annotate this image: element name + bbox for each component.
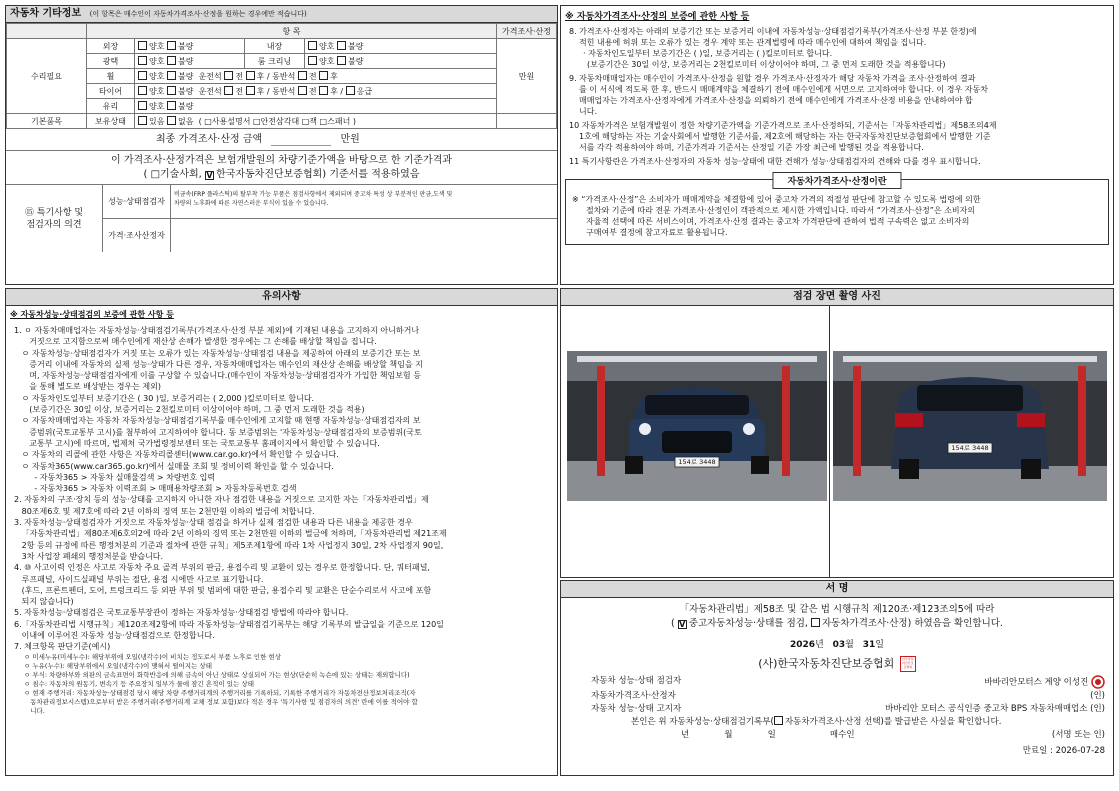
vehicle-other-info-section (5, 5, 558, 285)
gloss-good-checkbox[interactable] (138, 56, 147, 65)
note-line: (보증기간은 30일 이상, 보증거리는 2천킬로미터 이상이어야 하며, 그 중 먼저 도래한 것을 적용) (14, 405, 365, 415)
notes-section (5, 288, 558, 776)
front-text: 전 (235, 71, 244, 81)
note-line: 4. ⑩ 사고이력 인정은 사고로 자동차 주요 골격 부위의 판금, 용접수리 및 교환이 있는 경우로 한정합니다. 단, 쿼터패널, (14, 563, 430, 573)
signature-statement-2b: 자동차가격조사·산정) 하였음을 확인합니다. (821, 618, 1003, 629)
signature-section: 서 명 「자동차관리법」제58조 및 같은 법 시행규칙 제120조·제123조의5에 따라 ( V 중고자동차성능·상태를 점검, 자동차가격조사·산정) 하였음을 확인합니다. 2026년 03월 31일 (사)한국자동차진단보증협회 한국자동차진단보증협회 자동차 성능·상태 점검자 바바리안모터스 계양 이성진 자동차가격조사·산정자 (인) 자동차 성능·상태 고지자 바바리안 모터스 공식인증 중고차 BPS 자동차매매업소 (인) 본인은 위 자동차성능·상태점검기록부( 자동차가격조사·산정 선택)를 발급받은 사실을 확인합니다. 년 월 일 매수인 (서명 또는 인) 만료일 : 2026-07-28 (560, 580, 1114, 776)
price-investigator-label: 가격·조사산정자 (103, 219, 171, 252)
section-note: (이 항목은 매수인이 자동차가격조사·산정을 원하는 경우에만 적습니다) (89, 10, 307, 18)
note-line: 80조제6호 및 제7호에 따라 2년 이하의 징역 또는 2천만원 이하의 벌금에 처합니다. (14, 506, 315, 516)
price-check-checkbox[interactable] (811, 618, 820, 627)
bad-text: 불량 (348, 56, 364, 66)
good-text: 양호 (149, 56, 165, 66)
price-investigator-opinion[interactable] (171, 219, 557, 252)
note-line: ㅇ 자동차의 리콜에 관한 사항은 자동차리콜센터(www.car.go.kr)에서 확인할 수 있습니다. (14, 450, 339, 460)
emergency-text: 응급 (356, 86, 373, 96)
note-line: ㅇ 자동차인도일부터 보증기간은 ( 30 )일, 보증거리는 ( 2,000 )킬로미터로 합니다. (14, 393, 315, 403)
note-line: 거짓으로 고지함으로써 매수인에게 재산상 손해가 발생한 경우에는 그 손해를 배상할 책임을 집니다. (14, 337, 377, 347)
tire-label: 타이어 (87, 84, 135, 99)
price-investigator-sign-label: 자동차가격조사·산정자 (591, 690, 676, 701)
note-line: 2. 자동차의 구조·장치 등의 성능·상태를 고지하지 아니한 자나 점검한 내용을 거짓으로 고지한 자는「자동차관리법」제 (14, 495, 429, 505)
tire-passenger-front-checkbox[interactable] (298, 86, 307, 95)
good-text: 양호 (319, 41, 335, 51)
note-line: 3. 자동차성능·상태점검자가 거짓으로 자동차성능·상태 점검을 하거나 실제 점검한 내용과 다른 내용을 제공한 경우 (14, 518, 413, 528)
front-text: 전 (235, 86, 244, 96)
buyer-price-checkbox[interactable] (774, 716, 783, 725)
expiry-date: 만료일 : 2026-07-28 (1022, 745, 1105, 756)
association-seal: 한국자동차진단보증협회 (900, 656, 916, 672)
wheel-driver-front-checkbox[interactable] (224, 71, 233, 80)
gloss-bad-checkbox[interactable] (167, 56, 176, 65)
kadia-checkbox[interactable]: V (206, 171, 213, 180)
note-line: 7. 체크항목 판단기준(예시) (14, 642, 111, 652)
year-unit: 년 (815, 640, 824, 650)
price-definition-title: 자동차가격조사·산정이란 (772, 172, 901, 189)
possession-has-checkbox[interactable] (138, 116, 147, 125)
has-text: 있음 (149, 116, 165, 126)
possession-label: 보유상태 (87, 114, 135, 129)
criteria-line: 니다. (24, 706, 45, 715)
bad-text: 불량 (178, 86, 194, 96)
good-text: 양호 (149, 41, 165, 51)
price-guarantee-paragraphs (565, 26, 1109, 167)
p8-line: 적힌 내용에 허위 또는 오류가 있는 경우 계약 또는 관계법령에 따라 매수인에 대하여 책임을 집니다. (579, 38, 927, 47)
performance-check-checkbox[interactable]: V (679, 620, 686, 629)
note-line: 3차 사업장 폐쇄의 행정처분을 받습니다. (14, 551, 164, 561)
inspector-text-1: 비금속(FRP 플라스틱)의 탈부착 가능 부품은 점검사항에서 제외되며 중고차 특성 상 부분적인 판금,도색 및 (174, 191, 453, 198)
tire-emergency-checkbox[interactable] (346, 86, 355, 95)
exterior-bad-checkbox[interactable] (167, 41, 176, 50)
price-investigator-seal: (인) (1090, 690, 1105, 701)
wheel-bad-checkbox[interactable] (167, 71, 176, 80)
p10-line: 서를 각각 적용하여야 하며, 기준가격과 기준서는 산정일 기준 가장 최근에 발행된 것을 적용합니다. (579, 143, 924, 152)
rear-text: 후 (256, 71, 265, 81)
notifier-seal: (인) (1090, 703, 1105, 714)
wheel-label: 휠 (87, 69, 135, 84)
note-line: ㅇ 자동차365(www.car365.go.kr)에서 실매물 조회 및 정비이력 확인을 할 수 있습니다. (14, 461, 334, 471)
basis-line-2a: ( □기술사회, (143, 169, 202, 180)
note-line: 1. ㅇ 자동차매매업자는 자동차성능·상태점검기록부(가격조사·산정 부분 제외)에 기재된 내용을 고지하지 아니하거나 (14, 326, 420, 335)
buyer-sign-line: 년 월 일 매수인 (681, 729, 855, 740)
buyer-confirm-1: 본인은 위 자동차성능·상태점검기록부( (631, 716, 774, 727)
note-line: ㅇ 자동차성능·상태점검자가 거짓 또는 오류가 있는 자동차성능·상태점검 내용을 제공하여 아래의 보증기간 또는 보 (14, 348, 421, 358)
note-line: (후드, 프론트펜더, 도어, 트렁크리드 등 외판 부위 및 범퍼에 대한 판금, 용접수리 및 교환은 단순수리로서 사고에 포함 (14, 585, 432, 595)
signature-statement-1: 「자동차관리법」제58조 및 같은 법 시행규칙 제120조·제123조의5에 따라 (679, 604, 995, 615)
gloss-label: 광택 (87, 54, 135, 69)
signers-list (561, 675, 1113, 758)
day-unit: 일 (875, 640, 884, 650)
section-title: 자동차 기타정보 (10, 8, 82, 19)
note-line: 며, 자동차성능·상태점검자에게 이를 구상할 수 있습니다.(매수인이 자동차성능·상태점검자가 가입한 책임보험 등 (14, 371, 421, 381)
price-definition-box (565, 179, 1109, 245)
p10-line: 1호에 해당하는 자는 기술사회에서 발행한 기준서를, 제2호에 해당하는 자는 한국자동차진단보증협회에서 발행한 기준 (579, 132, 991, 141)
notes-header: 유의사항 (6, 289, 557, 306)
note-line: 6.「자동차관리법 시행규칙」제120조제2항에 따라 자동차성능·상태점검기록부는 해당 기록부의 발급일을 기준으로 120일 (14, 619, 444, 629)
wheel-passenger-front-checkbox[interactable] (298, 71, 307, 80)
interior-good-checkbox[interactable] (308, 41, 317, 50)
rear-car-photo (833, 351, 1107, 501)
p9-line: 9. 자동차매매업자는 매수인이 가격조사·산정을 원할 경우 가격조사·산정자가 해당 자동차 가격을 조사·산정하여 결과 (569, 74, 976, 83)
good-text: 양호 (149, 71, 165, 81)
notes-criteria (10, 653, 553, 716)
note-line: - 자동차365 > 자동차 실매물검색 > 차량번호 입력 (14, 472, 216, 482)
col-price-header: 가격조사·산정 (497, 24, 557, 39)
section-header (6, 6, 557, 23)
good-text: 양호 (149, 101, 165, 111)
bad-text: 불량 (178, 56, 194, 66)
red-stamp-icon (1091, 675, 1105, 689)
front-text: 전 (308, 86, 317, 96)
repair-table: 항 목 가격조사·산정 수리필요 외장 양호 불량 내장 양호 불량 만원 광택 양호 불량 룸 크리닝 양호 불량 휠 양호 불량 운전석 전 후 / 동반석 전 후 타이어 양호 불량 운전석 전 후 / 동반석 전 후 / 응급 유리 양호 불량 기본품목 보유상태 있음 없음 ( □사용설명서 □안전삼각대 □잭 □스패너 ) (6, 23, 557, 129)
notes-body (10, 325, 553, 653)
basic-items-label: 기본품목 (7, 114, 87, 129)
note-line: 5. 자동차성능·상태점검은 국토교통부장관이 정하는 자동차성능·상태점검 방법에 따라야 합니다. (14, 608, 349, 618)
interior-bad-checkbox[interactable] (337, 41, 346, 50)
month-unit: 월 (845, 640, 854, 650)
criteria-line: ㅇ 미세누유(미세누수): 해당부위에 오일(냉각수)이 비치는 정도로서 부품 노후로 인한 현상 (24, 652, 281, 661)
signature-header: 서 명 (561, 581, 1113, 598)
inspector-opinion-text (171, 185, 557, 218)
tire-bad-checkbox[interactable] (167, 86, 176, 95)
buyer-sign-mark[interactable]: (서명 또는 인) (1051, 729, 1105, 740)
bad-text: 불량 (178, 41, 194, 51)
tire-driver-front-checkbox[interactable] (224, 86, 233, 95)
glass-label: 유리 (87, 99, 135, 114)
p9-line: 를 이 서식에 적도록 한 후, 반드시 매매계약을 체결하기 전에 매수인에게 서면으로 고지하여야 합니다. 이 경우 자동차 (579, 85, 988, 94)
inspector-opinion-label: 성능·상태점검자 (103, 185, 171, 218)
notifier-name: 바바리안 모터스 공식인증 중고차 BPS 자동차매매업소 (885, 703, 1088, 714)
interior-label: 내장 (245, 39, 305, 54)
buyer-confirm-2: 자동차가격조사·산정 선택)를 발급받은 사실을 확인합니다. (784, 716, 1002, 727)
definition-line: 자율적 선택에 따른 서비스이며, 가격조사·산정 결과는 중고차 가격판단에 관하여 법적 구속력은 없고 소비자의 (586, 217, 970, 226)
signature-statement-2a: 중고자동차성능·상태를 점검, (688, 618, 808, 629)
tire-driver-rear-checkbox[interactable] (246, 86, 255, 95)
criteria-line: ㅇ 누유(누수): 해당부위에서 오일(냉각수)이 맺혀서 떨어지는 상태 (24, 661, 212, 670)
glass-bad-checkbox[interactable] (167, 101, 176, 110)
passenger-side-text: 동반석 (272, 71, 296, 81)
rear-text: 후 (256, 86, 265, 96)
rear-car-icon (833, 351, 1107, 501)
p8-line: · 자동차인도일부터 보증기간은 ( )일, 보증거리는 ( )킬로미터로 합니다. (583, 49, 833, 58)
bad-text: 불량 (178, 71, 194, 81)
criteria-line: ㅇ 부식: 차량하부와 외판의 금속표면이 화학반응에 의해 금속이 아닌 상태로 상실되어 가는 현상(단순히 녹슨에 있는 상태는 제외합니다) (24, 670, 410, 679)
inspector-name: 바바리안모터스 계양 이성진 (984, 677, 1089, 688)
possession-none-checkbox[interactable] (167, 116, 176, 125)
special-notes-label (6, 185, 103, 252)
note-line: - 자동차365 > 자동차 이력조회 > 매매용차량조회 > 자동차등록번호 검색 (14, 484, 297, 494)
rear-text: 후 (330, 71, 338, 81)
price-guarantee-section (560, 5, 1114, 285)
p11-line: 11 특기사항란은 가격조사·산정자의 자동차 성능·상태에 대한 견해가 성능·상태점검자의 견해와 다를 경우 표시합니다. (569, 157, 981, 166)
criteria-line: ㅇ 현재 주행거리: 자동차성능·상태점검 당시 해당 차량 주행거리계의 주행거리를 기록하되, 기록한 주행거리가 자동차전산정보처리조직(자 (24, 688, 416, 697)
basis-statement (6, 151, 557, 185)
date-year: 2026 (790, 640, 816, 650)
passenger-side-text: 동반석 (272, 86, 296, 96)
definition-line: ※ “가격조사·산정”은 소비자가 매매계약을 체결함에 있어 중고차 가격의 적절성 판단에 참고할 수 있도록 법령에 의한 (572, 195, 981, 204)
note-line: 이내에 이루어진 자동차 성능·상태점검으로 한정합니다. (14, 631, 215, 641)
p8-line: (보증기간은 30일 이상, 보증거리는 2천킬로미터 이상이어야 하며, 그 중 먼저 도래한 것을 적용합니다) (587, 60, 946, 69)
special-label-line1: ⑮ 특기사항 및 (24, 207, 84, 218)
final-price-row (6, 129, 557, 151)
criteria-line: ㅇ 침수: 자동차의 원동기, 변속기 등 주요장치 일부가 물에 잠긴 흔적이 있는 상태 (24, 679, 254, 688)
rear-text: 후 (330, 86, 338, 96)
basis-line-1: 이 가격조사·산정가격은 보험개발원의 차량기준가액을 바탕으로 한 기준가격과 (110, 155, 453, 166)
driver-side-text: 운전석 (198, 86, 222, 96)
rear-plate: 154로 3448 (951, 444, 989, 452)
criteria-line: 동차관리정보시스템)으로부터 받은 주행거리(주행거리계 교체 정보 포함)보다 적은 경우 '특기사항 및 점검자의 의견' 란에 이를 적어야 합 (24, 697, 418, 706)
p9-line: 니다. (579, 107, 597, 116)
front-plate: 154로 3448 (678, 458, 716, 466)
final-price-label: 최종 가격조사·산정 금액 (156, 134, 263, 145)
front-car-icon (567, 351, 827, 501)
wheel-good-checkbox[interactable] (138, 71, 147, 80)
bad-text: 불량 (348, 41, 364, 51)
good-text: 양호 (319, 56, 335, 66)
note-line: 증거리 이내에 자동차의 실제 성능·상태가 다른 경우, 자동차매매업자는 매수인의 재산상 손해를 배상할 책임을 지 (14, 359, 423, 369)
glass-good-checkbox[interactable] (138, 101, 147, 110)
photo-section (560, 288, 1114, 578)
note-line: 「자동차관리법」제80조제6호의2에 따라 2년 이하의 징역 또는 2천만원 이하의 벌금에 처하며,「자동차관리법 제21조제 (14, 529, 447, 539)
bad-text: 불량 (178, 101, 194, 111)
front-text: 전 (308, 71, 317, 81)
note-line: 을 통해 별도로 배상받는 경우는 제외) (14, 382, 162, 392)
inspector-text-2: 차량의 노후화에 따른 자연스러운 부식이 있을 수 있습니다. (174, 200, 329, 207)
possession-items: ( □사용설명서 □안전삼각대 □잭 □스패너 ) (198, 116, 356, 126)
front-car-photo (567, 351, 827, 501)
p8-line: 8. 가격조사·산정자는 아래의 보증기간 또는 보증거리 이내에 자동차성능·상태점검기록부(가격조사·산정 부분 한정)에 (569, 27, 977, 36)
note-line: ㅇ 자동차매매업자는 자동차 자동차성능·상태점검기록부를 매수인에게 고지할 때 현행 자동차성능·상태점검자의 보 (14, 416, 421, 426)
none-text: 없음 (178, 116, 194, 126)
inspector-label: 자동차 성능·상태 점검자 (591, 676, 682, 686)
price-unit: 만원 (497, 39, 557, 114)
final-price-unit: 만원 (340, 134, 360, 145)
p10-line: 10 자동차가격은 보험개발원이 정한 차량기준가액을 기준가격으로 조사·산정하되, 기준서는「자동차관리법」제58조의4제 (569, 121, 997, 130)
room-cleaning-label: 룸 크리닝 (245, 54, 305, 69)
note-line: 교통부 고시)에 따르며, 법제처 국가법령정보센터 또는 국토교통부 홈페이지에서 확인할 수 있습니다. (14, 438, 380, 448)
good-text: 양호 (149, 86, 165, 96)
exterior-label: 외장 (87, 39, 135, 54)
driver-side-text: 운전석 (198, 71, 222, 81)
basis-line-2b: 한국자동차진단보증협회) 기준서를 적용하였음 (216, 169, 420, 180)
definition-line: 구매여부 결정에 참고자료로 활용됩니다. (586, 228, 728, 237)
notifier-label: 자동차 성능·상태 고지자 (591, 703, 682, 714)
room-bad-checkbox[interactable] (337, 56, 346, 65)
tire-passenger-rear-checkbox[interactable] (319, 86, 328, 95)
note-line: 되지 않습니다) (14, 597, 74, 607)
definition-line: 절차와 기준에 따라 전문 가격조사·산정인이 객관적으로 제시한 가액입니다. 따라서 “가격조사·산정”은 소비자의 (586, 206, 976, 215)
date-day: 31 (862, 640, 876, 650)
date-month: 03 (832, 640, 846, 650)
note-line: 2항 등의 규정에 따른 행정처분의 기준과 절차에 관한 규칙」제5조제1항에 따라 1차 사업정지 30일, 2차 사업정지 90일, (14, 540, 444, 550)
special-label-line2: 점검자의 의견 (26, 219, 82, 230)
wheel-passenger-rear-checkbox[interactable] (319, 71, 328, 80)
photo-header: 점검 장면 촬영 사진 (561, 289, 1113, 306)
notes-subtitle: ※ 자동차성능·상태점검의 보증에 관한 사항 등 (10, 310, 174, 319)
col-item-header: 항 목 (87, 24, 497, 39)
repair-needed-label: 수리필요 (7, 39, 87, 114)
price-guarantee-title: ※ 자동차가격조사·산정의 보증에 관한 사항 등 (565, 12, 750, 22)
p9-line: 매매업자는 가격조사·산정자에게 가격조사·산정을 의뢰하기 전에 매수인에게 가격조사·산정 비용을 안내하여야 합 (579, 96, 973, 105)
final-price-input[interactable] (271, 132, 331, 146)
exterior-good-checkbox[interactable] (138, 41, 147, 50)
signature-date (561, 637, 1113, 650)
note-line: 루프패널, 사이드실패널 부위는 절단, 용접 시에만 사고로 표기합니다. (14, 574, 264, 584)
special-notes-block (6, 185, 557, 252)
association-row (561, 655, 1113, 671)
note-line: 증범위(국토교통부 고시)를 첨부하여 고지하여야 합니다. 동 보증범위는 '자동차성능·상태점검자의 보증범위(국토 (14, 427, 422, 437)
room-good-checkbox[interactable] (308, 56, 317, 65)
tire-good-checkbox[interactable] (138, 86, 147, 95)
association-name: (사)한국자동차진단보증협회 (758, 657, 895, 670)
wheel-driver-rear-checkbox[interactable] (246, 71, 255, 80)
